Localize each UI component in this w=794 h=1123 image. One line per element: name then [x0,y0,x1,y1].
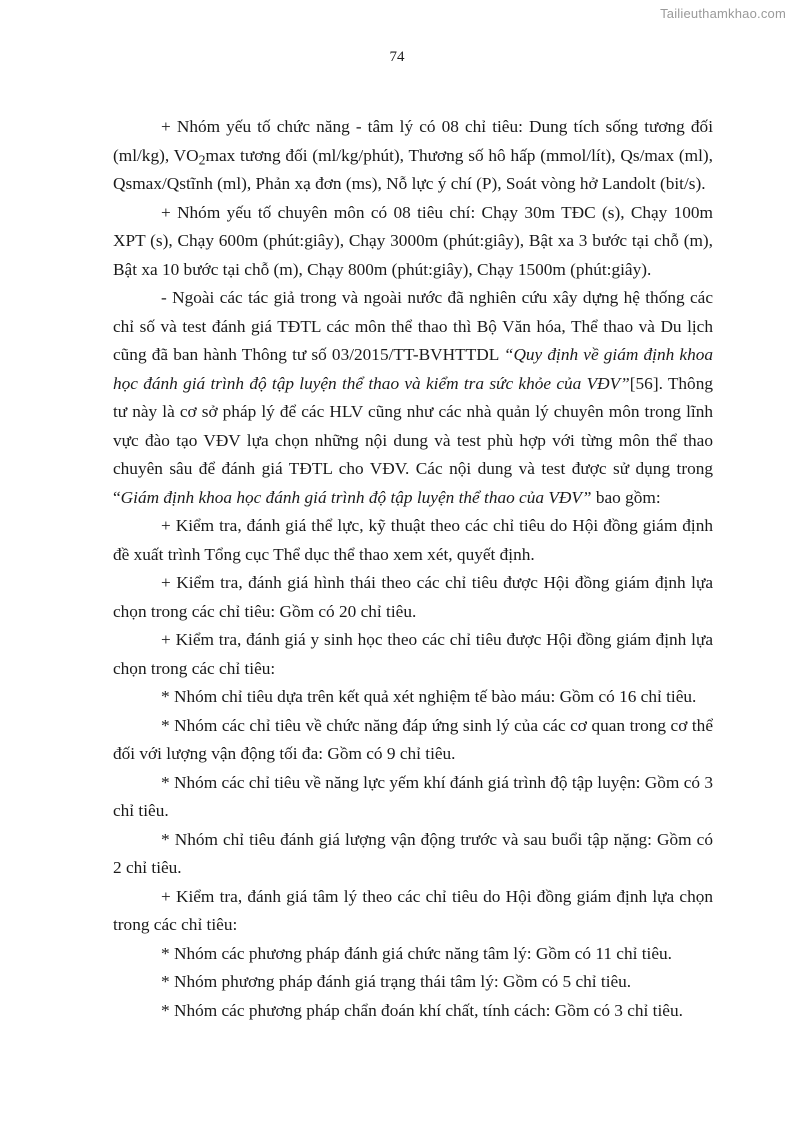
paragraph-morphology: + Kiểm tra, đánh giá hình thái theo các chỉ tiêu được Hội đồng giám định lựa chọn trong các chỉ tiêu: Gồm có 20 chỉ tiêu. [113,573,713,621]
document-body [113,113,713,1025]
paragraph-psych-function-group: * Nhóm các phương pháp đánh giá chức năng tâm lý: Gồm có 11 chỉ tiêu. [161,943,672,963]
paragraph-temperament-group: * Nhóm các phương pháp chẩn đoán khí chất, tính cách: Gồm có 3 chỉ tiêu. [161,1000,683,1020]
paragraph-fitness-technique: + Kiểm tra, đánh giá thể lực, kỹ thuật theo các chỉ tiêu do Hội đồng giám định đề xuất trình Tổng cục Thể dục thể thao xem xét, quyết định. [113,516,713,564]
paragraph-psych-state-group: * Nhóm phương pháp đánh giá trạng thái tâm lý: Gồm có 5 chỉ tiêu. [161,972,632,991]
paragraph-blood-cell-group: * Nhóm chỉ tiêu dựa trên kết quả xét nghiệm tế bào máu: Gồm có 16 chỉ tiêu. [161,687,697,706]
paragraph-circular [113,284,713,512]
paragraph-text: bao gồm: [591,487,661,507]
assessment-title: Giám định khoa học đánh giá trình độ tập luyện thể thao của VĐV” [120,487,592,507]
paragraph-functional-psych-group [113,113,713,199]
paragraph-physiological-group: * Nhóm các chỉ tiêu về chức năng đáp ứng sinh lý của các cơ quan trong cơ thể đối với lượng vận động tối đa: Gồm có 9 chỉ tiêu. [113,715,713,763]
paragraph-biomedical: + Kiểm tra, đánh giá y sinh học theo các chỉ tiêu được Hội đồng giám định lựa chọn trong các chỉ tiêu: [113,630,713,678]
paragraph-text: - Ngoài các tác giả trong và ngoài nước đã nghiên cứu xây dựng hệ thống các chỉ số và test đánh giá TĐTL các môn thể thao thì Bộ Văn hóa, Thể thao và Du lịch cũng đã ban hành Thông tư số 03/2015/TT-BVHTTDL [113,288,713,364]
paragraph-professional-group: + Nhóm yếu tố chuyên môn có 08 tiêu chí: Chạy 30m TĐC (s), Chạy 100m XPT (s), Chạy 600m (phút:giây), Chạy 3000m (phút:giây), Bật xa 3 bước tại chỗ (m), Bật xa 10 bước tại chỗ (m), Chạy 800m (phút:giây), Chạy 1500m (phút:giây). [113,202,713,279]
paragraph-psychology: + Kiểm tra, đánh giá tâm lý theo các chỉ tiêu do Hội đồng giám định lựa chọn trong các chỉ tiêu: [113,886,713,934]
watermark: Tailieuthamkhao.com [660,6,786,21]
paragraph-text: [56]. Thông tư này là cơ sở pháp lý để các HLV cũng như các nhà quản lý chuyên môn trong lĩnh vực đào tạo VĐV lựa chọn những nội dung và test phù hợp với từng môn thể thao chuyên sâu để đánh giá TĐTL cho VĐV. Các nội dung và test được sử dụng trong “ [113,373,713,507]
circular-title: “Quy định về giám định khoa học đánh giá trình độ tập luyện thể thao và kiểm tra sức khỏe của VĐV” [113,345,713,393]
paragraph-text: + Nhóm yếu tố chức năng - tâm lý có 08 chỉ tiêu: Dung tích sống tương đối (ml/kg), VO [113,117,713,165]
paragraph-text: max tương đối (ml/kg/phút), Thương số hô hấp (mmol/lít), Qs/max (ml), Qsmax/Qstĩnh (ml), Phản xạ đơn (ms), Nỗ lực ý chí (P), Soát vòng hở Landolt (bit/s). [113,145,713,193]
paragraph-anaerobic-group: * Nhóm các chỉ tiêu về năng lực yếm khí đánh giá trình độ tập luyện: Gồm có 3 chỉ tiêu. [113,772,713,820]
page-number: 74 [389,49,405,65]
subscript: 2 [198,151,206,167]
paragraph-load-group: * Nhóm chỉ tiêu đánh giá lượng vận động trước và sau buổi tập nặng: Gồm có 2 chỉ tiêu. [113,829,713,877]
